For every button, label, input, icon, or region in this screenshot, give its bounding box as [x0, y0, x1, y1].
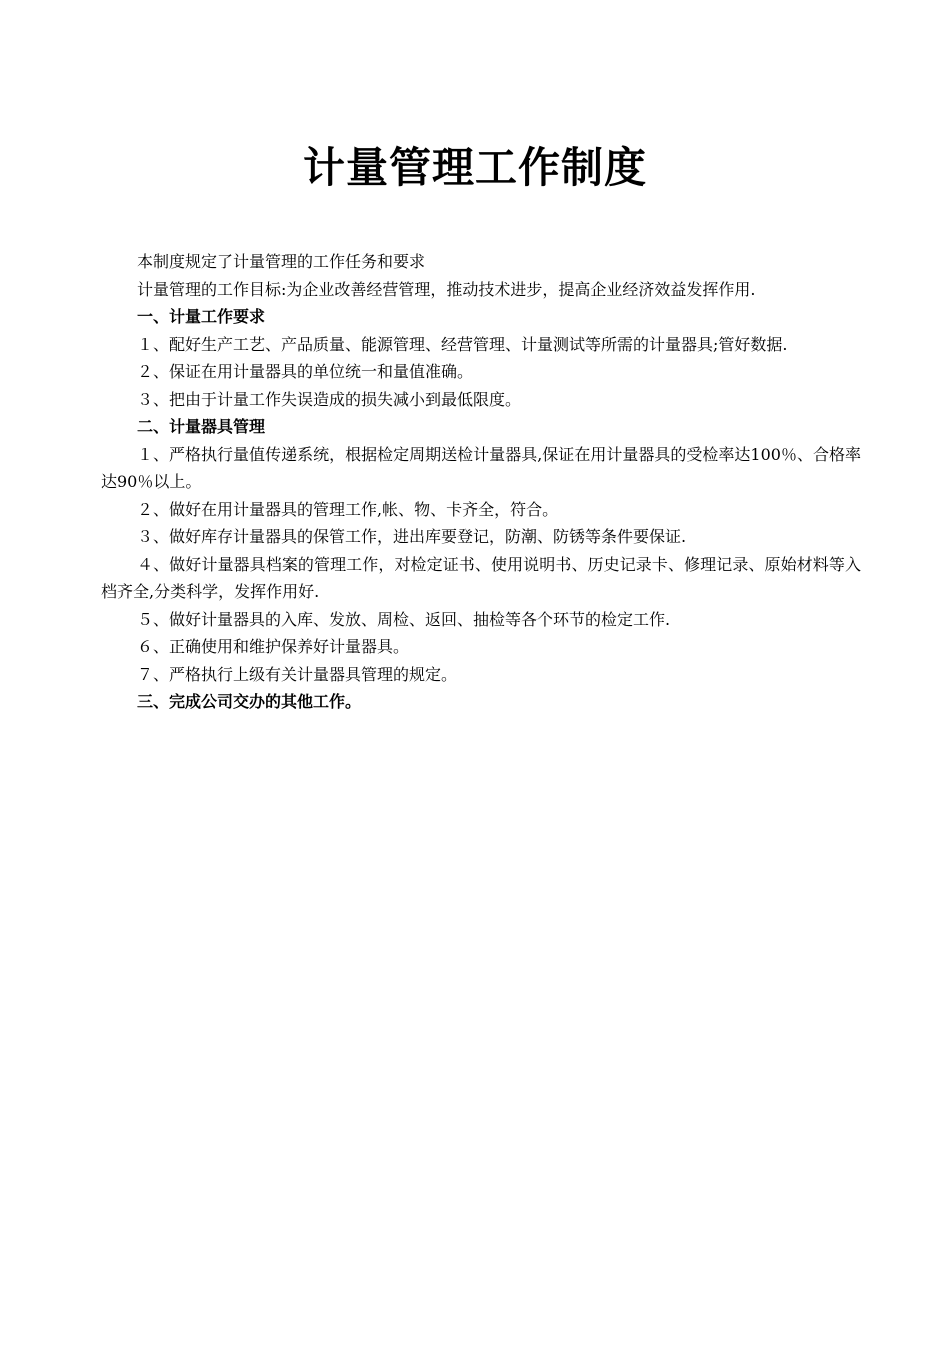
management-item: ４、做好计量器具档案的管理工作，对检定证书、使用说明书、历史记录卡、修理记录、原始材料等入档齐全,分类科学，发挥作用好. [101, 554, 861, 601]
management-item: ７、严格执行上级有关计量器具管理的规定。 [137, 664, 458, 684]
intro-paragraph: 本制度规定了计量管理的工作任务和要求 [137, 252, 426, 271]
requirement-item: ２、保证在用计量器具的单位统一和量值准确。 [137, 362, 474, 381]
section-heading-requirements: 一、计量工作要求 [137, 307, 266, 326]
section-heading-other-work: 三、完成公司交办的其他工作。 [137, 692, 362, 711]
document-body [101, 248, 861, 716]
requirement-item: １、配好生产工艺、产品质量、能源管理、经营管理、计量测试等所需的计量器具;管好数据. [137, 334, 788, 354]
requirement-item: ３、把由于计量工作失误造成的损失减小到最低限度。 [137, 389, 522, 409]
management-item: ３、做好库存计量器具的保管工作，进出库要登记，防潮、防锈等条件要保证. [137, 527, 687, 546]
management-item: １、严格执行量值传递系统，根据检定周期送检计量器具,保证在用计量器具的受检率达100％、合格率达90％以上。 [101, 444, 861, 491]
goal-paragraph: 计量管理的工作目标:为企业改善经营管理，推动技术进步，提高企业经济效益发挥作用. [137, 279, 756, 299]
section-heading-instrument-management: 二、计量器具管理 [137, 417, 266, 436]
management-item: ２、做好在用计量器具的管理工作,帐、物、卡齐全，符合。 [137, 499, 559, 519]
management-item: ６、正确使用和维护保养好计量器具。 [137, 637, 410, 656]
management-item: ５、做好计量器具的入库、发放、周检、返回、抽检等各个环节的检定工作. [137, 609, 671, 629]
page-title: 计量管理工作制度 [302, 143, 647, 192]
